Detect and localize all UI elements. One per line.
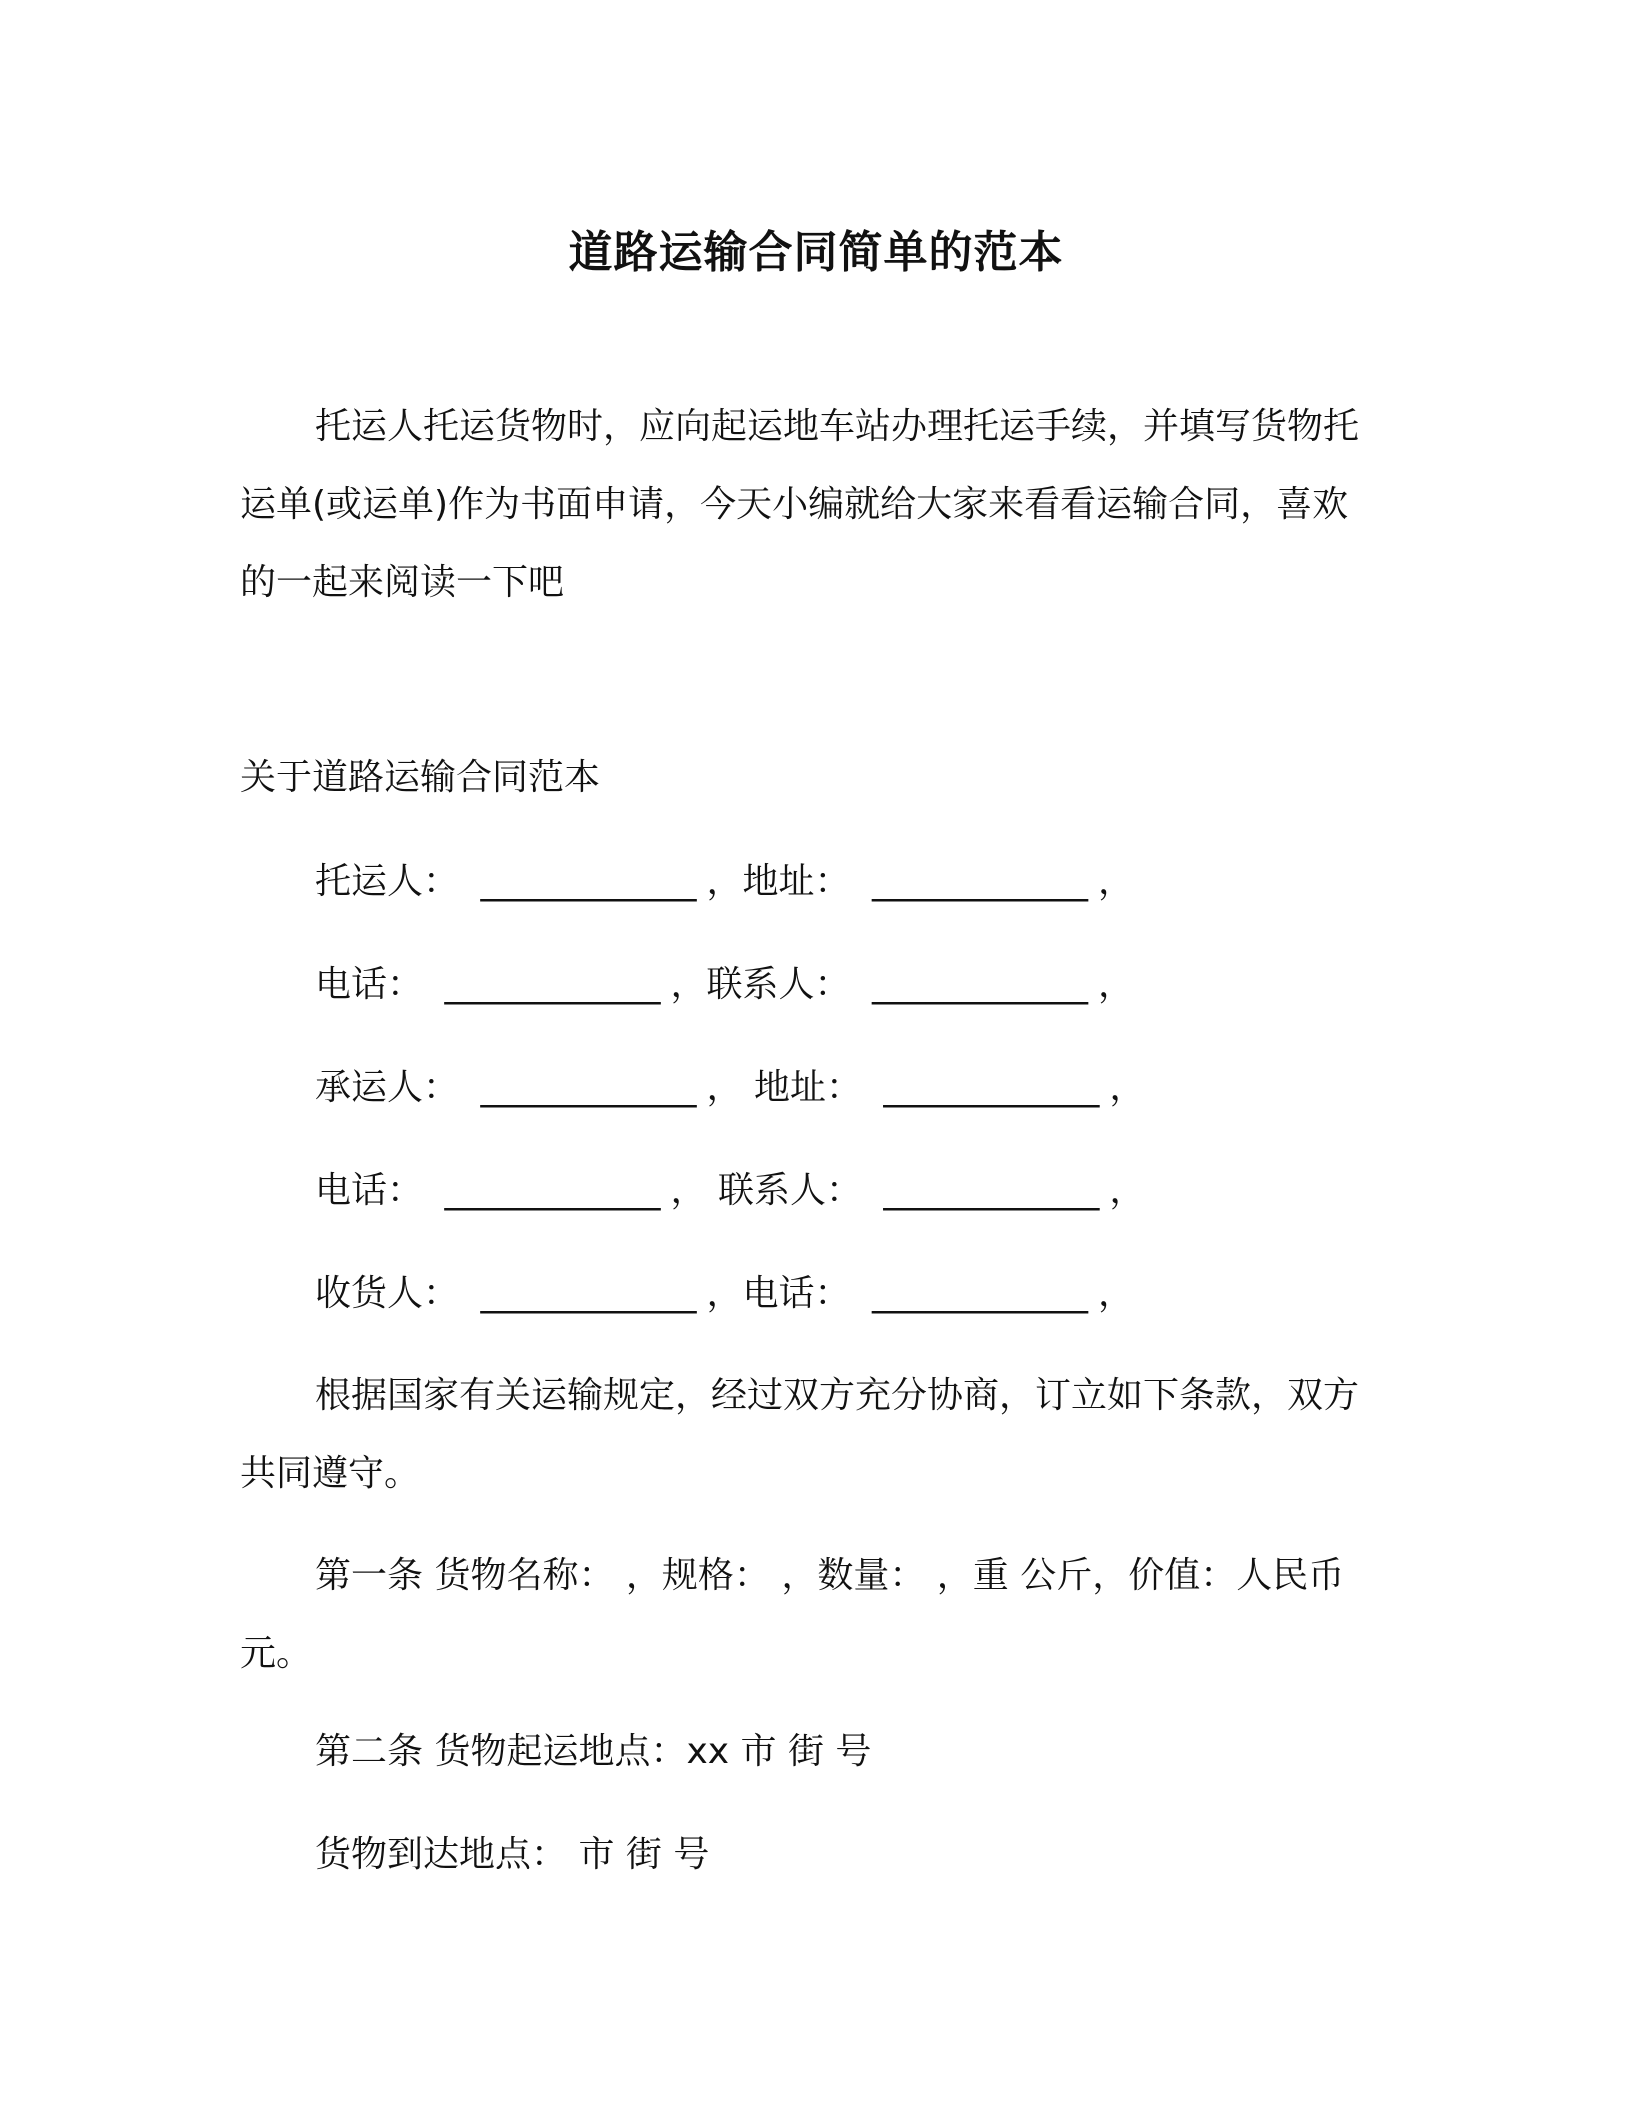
field-row-shipper-phone — [315, 955, 1134, 1015]
field-row-carrier — [315, 1058, 1145, 1118]
separator: ， — [1097, 861, 1134, 902]
field-label: 托运人： — [315, 861, 460, 902]
separator: ， — [1109, 1170, 1146, 1211]
fill-blank: ____________ — [883, 1067, 1100, 1108]
fill-blank: ____________ — [480, 1273, 697, 1314]
field-label: 承运人： — [315, 1067, 460, 1108]
separator: ， — [706, 1273, 743, 1314]
fill-blank: ____________ — [444, 1170, 661, 1211]
field-label: 电话： — [742, 1273, 851, 1314]
field-label: 地址： — [753, 1067, 862, 1108]
fill-blank: ____________ — [871, 1273, 1088, 1314]
article-2-line: 第二条 货物起运地点：xx 市 街 号 — [315, 1731, 872, 1772]
destination-line: 货物到达地点： 市 街 号 — [315, 1834, 710, 1875]
field-label: 电话： — [315, 964, 424, 1005]
field-row-shipper — [315, 852, 1134, 912]
fill-blank: ____________ — [871, 964, 1088, 1005]
field-label: 联系人： — [717, 1170, 862, 1211]
separator: ， — [1097, 964, 1134, 1005]
fill-blank: ____________ — [871, 861, 1088, 902]
field-label: 收货人： — [315, 1273, 460, 1314]
article-1-paragraph: 第一条 货物名称： ，规格： ，数量： ，重 公斤，价值：人民币 元。 — [240, 1555, 1345, 1674]
field-label: 地址： — [742, 861, 851, 902]
field-label: 联系人： — [706, 964, 851, 1005]
fill-blank: ____________ — [480, 1067, 697, 1108]
fill-blank: ____________ — [480, 861, 697, 902]
fill-blank: ____________ — [883, 1170, 1100, 1211]
fill-blank: ____________ — [444, 964, 661, 1005]
separator: ， — [670, 964, 707, 1005]
field-label: 电话： — [315, 1170, 424, 1211]
separator: ， — [1097, 1273, 1134, 1314]
field-row-carrier-phone — [315, 1161, 1145, 1221]
intro-paragraph: 托运人托运货物时，应向起运地车站办理托运手续，并填写货物托运单(或运单)作为书面申请，今天小编就给大家来看看运输合同，喜欢的一起来阅读一下吧 — [240, 406, 1360, 603]
separator: ， — [1109, 1067, 1146, 1108]
separator: ， — [706, 861, 743, 902]
separator: ， — [670, 1170, 707, 1211]
field-row-consignee — [315, 1264, 1134, 1324]
section-heading: 关于道路运输合同范本 — [240, 757, 601, 798]
separator: ， — [706, 1067, 743, 1108]
document-title: 道路运输合同简单的范本 — [568, 227, 1064, 278]
agreement-paragraph: 根据国家有关运输规定，经过双方充分协商，订立如下条款，双方共同遵守。 — [240, 1375, 1360, 1494]
